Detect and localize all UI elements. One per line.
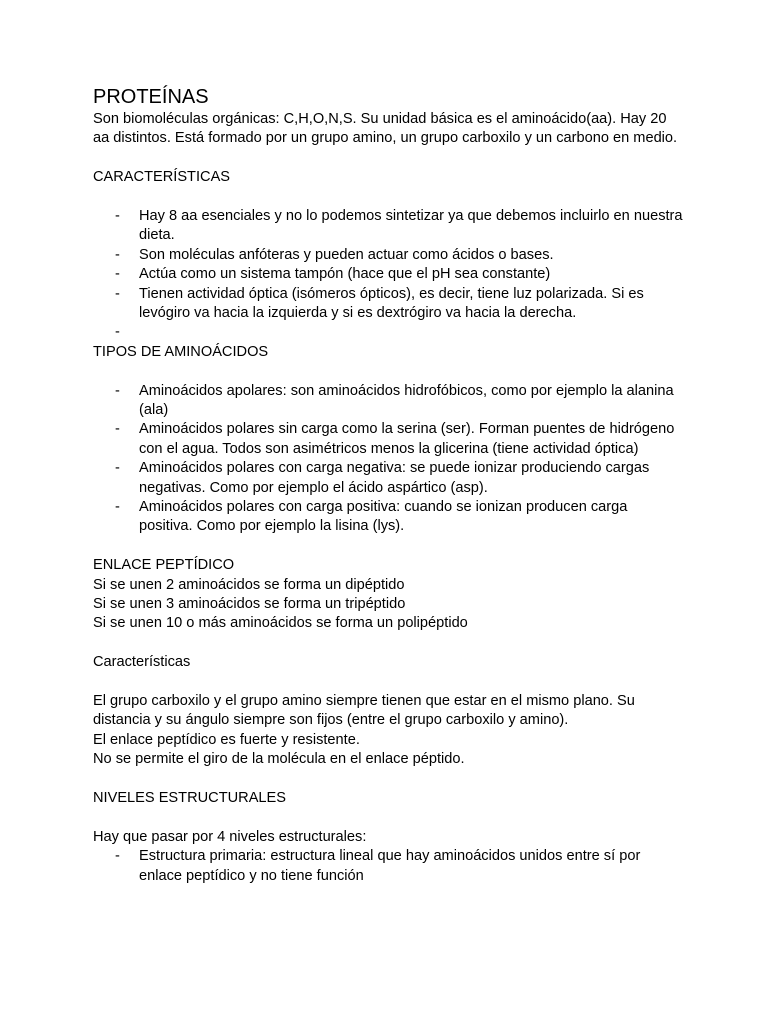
list-item: - Actúa como un sistema tampón (hace que el pH sea constante) bbox=[93, 265, 683, 284]
page-title: PROTEÍNAS bbox=[93, 86, 209, 108]
intro-paragraph: Son biomoléculas orgánicas: C,H,O,N,S. Su unidad básica es el aminoácido(aa). Hay 20 aa distintos. Está formado por un grupo amino, un grupo carboxilo y un carbono en medio. bbox=[93, 111, 678, 147]
enlace-caracteristicas-line: El grupo carboxilo y el grupo amino siempre tienen que estar en el mismo plano. Su distancia y su ángulo siempre son fijos (entre el grupo carboxilo y amino). bbox=[93, 693, 635, 729]
section-heading-enlace: ENLACE PEPTÍDICO bbox=[93, 557, 235, 574]
enlace-line: Si se unen 3 aminoácidos se forma un tripéptido bbox=[93, 596, 406, 613]
subheading-caracteristicas: Características bbox=[93, 654, 191, 671]
document-body bbox=[93, 84, 683, 886]
list-item: - Hay 8 aa esenciales y no lo podemos sintetizar ya que debemos incluirlo en nuestra dieta. bbox=[93, 207, 683, 246]
niveles-intro: Hay que pasar por 4 niveles estructurales: bbox=[93, 828, 367, 845]
list-item: - Son moléculas anfóteras y pueden actuar como ácidos o bases. bbox=[93, 246, 683, 265]
enlace-line: Si se unen 2 aminoácidos se forma un dipéptido bbox=[93, 576, 405, 593]
section-heading-niveles: NIVELES ESTRUCTURALES bbox=[93, 790, 287, 807]
enlace-line: Si se unen 10 o más aminoácidos se forma un polipéptido bbox=[93, 615, 468, 632]
section-heading-caracteristicas: CARACTERÍSTICAS bbox=[93, 169, 231, 186]
list-item: - Estructura primaria: estructura lineal que hay aminoácidos unidos entre sí por enlace peptídico y no tiene función bbox=[93, 847, 683, 886]
list-item: - Aminoácidos polares con carga positiva: cuando se ionizan producen carga positiva. Como por ejemplo la lisina (lys). bbox=[93, 498, 683, 537]
list-item: - Aminoácidos apolares: son aminoácidos hidrofóbicos, como por ejemplo la alanina (ala) bbox=[93, 382, 683, 421]
enlace-caracteristicas-line: El enlace peptídico es fuerte y resistente. bbox=[93, 731, 360, 748]
empty-list-item bbox=[93, 323, 683, 342]
list-item: - Tienen actividad óptica (isómeros ópticos), es decir, tiene luz polarizada. Si es levógiro va hacia la izquierda y si es dextrógiro va hacia la derecha. bbox=[93, 285, 683, 324]
niveles-list bbox=[93, 847, 683, 886]
tipos-list bbox=[93, 382, 683, 537]
section-heading-tipos: TIPOS DE AMINOÁCIDOS bbox=[93, 343, 269, 360]
caracteristicas-list bbox=[93, 207, 683, 343]
list-item: - Aminoácidos polares sin carga como la serina (ser). Forman puentes de hidrógeno con el agua. Todos son asimétricos menos la glicerina (tiene actividad óptica) bbox=[93, 420, 683, 459]
enlace-caracteristicas-line: No se permite el giro de la molécula en el enlace péptido. bbox=[93, 751, 465, 768]
list-item: - Aminoácidos polares con carga negativa: se puede ionizar produciendo cargas negativas. Como por ejemplo el ácido aspártico (asp). bbox=[93, 459, 683, 498]
